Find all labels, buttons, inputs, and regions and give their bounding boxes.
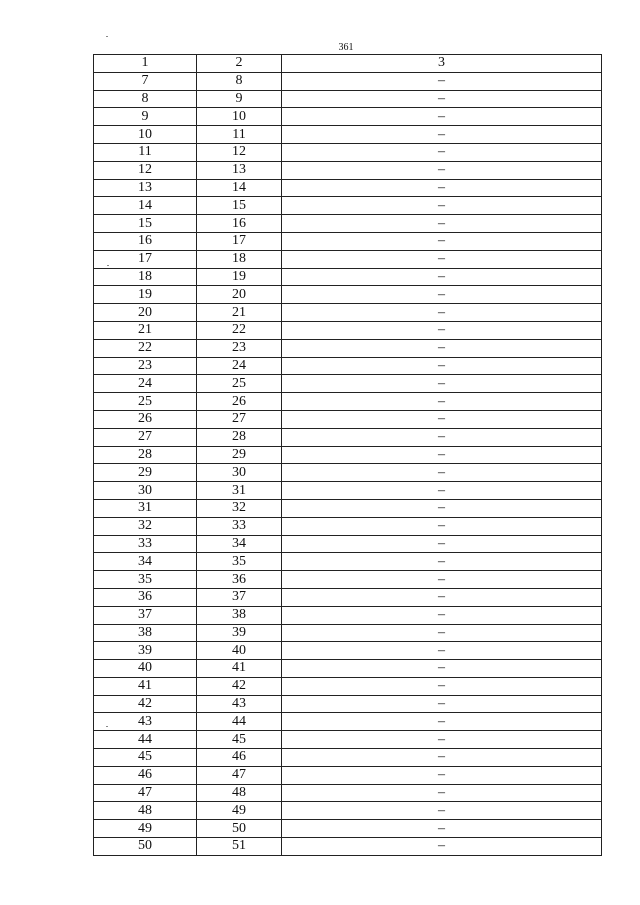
table-cell-col3: – [282, 410, 602, 428]
table-cell-col1: 32 [94, 517, 197, 535]
table-cell-col3: – [282, 446, 602, 464]
table-cell-col1: 11 [94, 143, 197, 161]
table-cell-col1: 47 [94, 784, 197, 802]
table-cell-col1: 7 [94, 72, 197, 90]
table-row [94, 482, 602, 500]
table-cell-col2: 50 [197, 820, 282, 838]
table-cell-col1: 23 [94, 357, 197, 375]
table-cell-col2: 36 [197, 571, 282, 589]
table-row [94, 428, 602, 446]
table-cell-col2: 21 [197, 304, 282, 322]
table-cell-col2: 31 [197, 482, 282, 500]
table-body [94, 72, 602, 855]
table-cell-col2: 11 [197, 126, 282, 144]
table-row [94, 126, 602, 144]
table-cell-col1: 17 [94, 250, 197, 268]
table-row [94, 642, 602, 660]
table-cell-col2: 40 [197, 642, 282, 660]
table-cell-col2: 32 [197, 499, 282, 517]
table-cell-col2: 33 [197, 517, 282, 535]
table-cell-col2: 15 [197, 197, 282, 215]
table-cell-col2: 8 [197, 72, 282, 90]
table-cell-col3: – [282, 517, 602, 535]
table-cell-col3: – [282, 820, 602, 838]
table-cell-col1: 39 [94, 642, 197, 660]
table-cell-col1: 34 [94, 553, 197, 571]
table-cell-col2: 29 [197, 446, 282, 464]
table-cell-col2: 28 [197, 428, 282, 446]
table-cell-col1: 40 [94, 660, 197, 678]
table-cell-col2: 30 [197, 464, 282, 482]
table-cell-col2: 16 [197, 215, 282, 233]
table-cell-col1: 20 [94, 304, 197, 322]
table-cell-col1: 35 [94, 571, 197, 589]
table-cell-col2: 27 [197, 410, 282, 428]
table-cell-col2: 24 [197, 357, 282, 375]
table-row [94, 784, 602, 802]
table-row [94, 571, 602, 589]
table-row [94, 375, 602, 393]
table-cell-col3: – [282, 268, 602, 286]
table-cell-col3: – [282, 482, 602, 500]
column-header-3: 3 [282, 55, 602, 73]
table-cell-col3: – [282, 713, 602, 731]
table-row [94, 215, 602, 233]
table-cell-col1: 29 [94, 464, 197, 482]
table-cell-col1: 24 [94, 375, 197, 393]
table-cell-col3: – [282, 232, 602, 250]
table-row [94, 108, 602, 126]
table-cell-col2: 43 [197, 695, 282, 713]
table-cell-col2: 19 [197, 268, 282, 286]
table-cell-col1: 46 [94, 766, 197, 784]
table-cell-col2: 38 [197, 606, 282, 624]
table-cell-col2: 25 [197, 375, 282, 393]
table-cell-col1: 15 [94, 215, 197, 233]
table-cell-col3: – [282, 90, 602, 108]
table-cell-col1: 9 [94, 108, 197, 126]
table-cell-col2: 22 [197, 321, 282, 339]
table-cell-col2: 10 [197, 108, 282, 126]
table-cell-col1: 41 [94, 677, 197, 695]
table-row [94, 286, 602, 304]
table-cell-col3: – [282, 606, 602, 624]
table-cell-col1: 10 [94, 126, 197, 144]
table-row [94, 410, 602, 428]
table-cell-col3: – [282, 695, 602, 713]
table-cell-col1: 31 [94, 499, 197, 517]
table-row [94, 838, 602, 856]
table-cell-col1: 33 [94, 535, 197, 553]
table-cell-col1: 22 [94, 339, 197, 357]
table-cell-col3: – [282, 428, 602, 446]
table-cell-col3: – [282, 339, 602, 357]
scan-speck [107, 265, 109, 266]
table-cell-col1: 13 [94, 179, 197, 197]
table-row [94, 90, 602, 108]
table-cell-col2: 42 [197, 677, 282, 695]
table-cell-col2: 46 [197, 749, 282, 767]
table-cell-col3: – [282, 304, 602, 322]
table-cell-col1: 8 [94, 90, 197, 108]
table-row [94, 143, 602, 161]
table-row [94, 731, 602, 749]
table-row [94, 250, 602, 268]
table-cell-col2: 9 [197, 90, 282, 108]
table-cell-col3: – [282, 784, 602, 802]
table-row [94, 197, 602, 215]
table-cell-col1: 37 [94, 606, 197, 624]
table-cell-col1: 16 [94, 232, 197, 250]
table-cell-col3: – [282, 197, 602, 215]
table-row [94, 232, 602, 250]
table-cell-col1: 28 [94, 446, 197, 464]
table-row [94, 624, 602, 642]
table-cell-col2: 23 [197, 339, 282, 357]
table-row [94, 535, 602, 553]
table-cell-col1: 43 [94, 713, 197, 731]
table-cell-col3: – [282, 553, 602, 571]
table-row [94, 268, 602, 286]
table-row [94, 161, 602, 179]
table-cell-col2: 44 [197, 713, 282, 731]
table-row [94, 713, 602, 731]
table-row [94, 802, 602, 820]
table-cell-col3: – [282, 642, 602, 660]
table-row [94, 820, 602, 838]
table-row [94, 517, 602, 535]
table-cell-col1: 14 [94, 197, 197, 215]
table-cell-col2: 39 [197, 624, 282, 642]
table-cell-col3: – [282, 357, 602, 375]
table-row [94, 766, 602, 784]
table-cell-col3: – [282, 535, 602, 553]
table-cell-col2: 37 [197, 588, 282, 606]
table-cell-col3: – [282, 571, 602, 589]
scan-speck [106, 36, 108, 37]
table-cell-col2: 34 [197, 535, 282, 553]
table-cell-col2: 18 [197, 250, 282, 268]
table-row [94, 72, 602, 90]
table-cell-col3: – [282, 215, 602, 233]
table-cell-col1: 26 [94, 410, 197, 428]
table-cell-col3: – [282, 286, 602, 304]
table-cell-col3: – [282, 72, 602, 90]
table-cell-col1: 44 [94, 731, 197, 749]
data-table [93, 54, 602, 856]
column-header-1: 1 [94, 55, 197, 73]
table-row [94, 357, 602, 375]
table-cell-col1: 50 [94, 838, 197, 856]
table-cell-col1: 48 [94, 802, 197, 820]
table-cell-col1: 27 [94, 428, 197, 446]
table-cell-col3: – [282, 143, 602, 161]
table-row [94, 588, 602, 606]
table-row [94, 446, 602, 464]
table-cell-col3: – [282, 677, 602, 695]
table-row [94, 321, 602, 339]
table-row [94, 695, 602, 713]
table-cell-col1: 42 [94, 695, 197, 713]
table-cell-col3: – [282, 464, 602, 482]
table-row [94, 660, 602, 678]
table-row [94, 304, 602, 322]
table-row [94, 393, 602, 411]
table-cell-col1: 12 [94, 161, 197, 179]
scan-speck [106, 726, 108, 727]
table-row [94, 553, 602, 571]
table-cell-col1: 18 [94, 268, 197, 286]
table-cell-col2: 26 [197, 393, 282, 411]
table-cell-col2: 49 [197, 802, 282, 820]
table-row [94, 749, 602, 767]
table-cell-col2: 41 [197, 660, 282, 678]
table-cell-col1: 21 [94, 321, 197, 339]
table-cell-col3: – [282, 161, 602, 179]
table-cell-col2: 35 [197, 553, 282, 571]
table-row [94, 464, 602, 482]
page-number: 361 [338, 42, 354, 53]
table-row [94, 339, 602, 357]
table-cell-col3: – [282, 179, 602, 197]
table-cell-col2: 17 [197, 232, 282, 250]
table-cell-col3: – [282, 802, 602, 820]
table-cell-col3: – [282, 588, 602, 606]
table-cell-col1: 38 [94, 624, 197, 642]
table-cell-col1: 19 [94, 286, 197, 304]
table-cell-col1: 45 [94, 749, 197, 767]
table-cell-col3: – [282, 749, 602, 767]
table-cell-col3: – [282, 126, 602, 144]
table-cell-col3: – [282, 766, 602, 784]
table-cell-col3: – [282, 838, 602, 856]
table-cell-col1: 25 [94, 393, 197, 411]
table-cell-col3: – [282, 499, 602, 517]
table-cell-col1: 49 [94, 820, 197, 838]
table-cell-col3: – [282, 624, 602, 642]
table-cell-col3: – [282, 108, 602, 126]
table-cell-col2: 47 [197, 766, 282, 784]
table-cell-col3: – [282, 375, 602, 393]
table-cell-col3: – [282, 660, 602, 678]
table-cell-col2: 13 [197, 161, 282, 179]
table-row [94, 179, 602, 197]
table-cell-col2: 51 [197, 838, 282, 856]
table-cell-col3: – [282, 250, 602, 268]
table-cell-col3: – [282, 393, 602, 411]
table-cell-col1: 36 [94, 588, 197, 606]
table-cell-col3: – [282, 731, 602, 749]
table-row [94, 677, 602, 695]
table-cell-col2: 45 [197, 731, 282, 749]
table-cell-col2: 48 [197, 784, 282, 802]
table-row [94, 606, 602, 624]
table-cell-col2: 12 [197, 143, 282, 161]
header-row [94, 55, 602, 73]
table-cell-col2: 20 [197, 286, 282, 304]
column-header-2: 2 [197, 55, 282, 73]
table-cell-col2: 14 [197, 179, 282, 197]
table-cell-col1: 30 [94, 482, 197, 500]
table-row [94, 499, 602, 517]
table-cell-col3: – [282, 321, 602, 339]
